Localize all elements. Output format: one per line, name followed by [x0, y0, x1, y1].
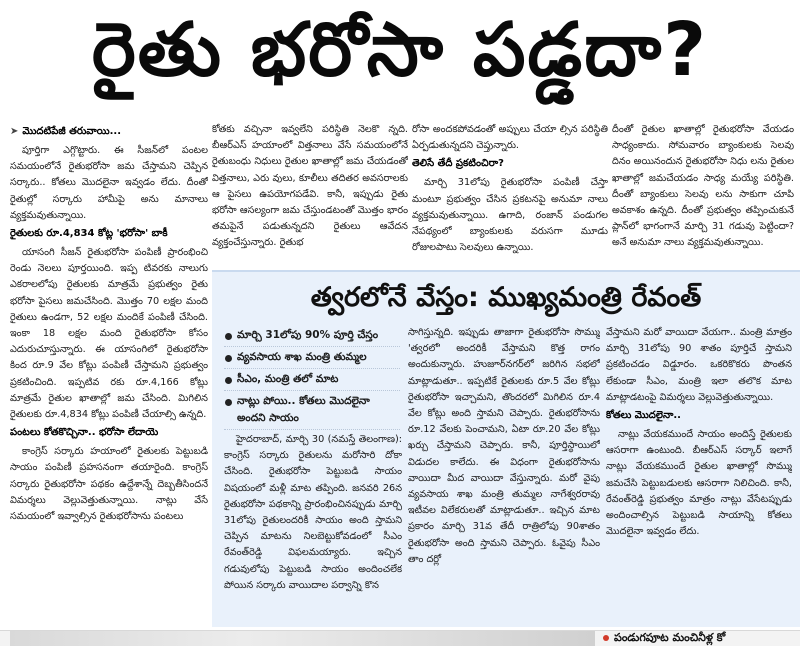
box-column-3: [606, 325, 792, 625]
paragraph: నాట్లు వేయకముందే సాయం అందిస్తే రైతులకు ఆసరాగా ఉంటుంది. బీఆర్ఎస్ సర్కార్ ఇలాగే నాట్లు వేయకముందే రైతుల ఖాతాల్లో సొమ్ము జమచేసి పెట్టుబడులకు ఆసరాగా నిలిచింది. కానీ, రేవంత్‌రెడ్డి ప్రభుత్వం మాత్రం నాట్లు వేసేటప్పుడు అందించాల్సిన పెట్టుబడి సాయాన్ని కోతలు మొదలైనా ఇవ్వడం లేదు.: [606, 429, 792, 538]
bullet-item: మార్చి 31లోపు 90% పూర్తి చేస్తం: [224, 325, 400, 347]
continuation-label: ➤ మొదటిపేజీ తరువాయి...: [10, 126, 122, 137]
paragraph: కాంగ్రెస్ సర్కారు హయాంలో రైతులకు పెట్టుబడి సాయం పంపిణీ ప్రహసనంగా తయారైంది. కాంగ్రెస్ సర్కారు రైతుభరోసా పథకం ఉద్దేశాన్నే దెబ్బతీసిందనే విమర్శలు వెల్లువెత్తుతున్నాయి. నాట్లు వేసే సమయంలో ఇవ్వాల్సిన రైతుభరోసాను పంటలు: [10, 446, 208, 523]
subheading: పంటలు కోతకొచ్చినా.. భరోసా లేదాయె: [10, 427, 159, 439]
paragraph: రోసా అందకపోవడంతో అప్పులు చేయా ల్సిన పరిస్థితి ఏర్పడుతున్నదని చెప్తున్నారు.: [412, 124, 608, 152]
paragraph: కోతకు వచ్చినా ఇవ్వలేని పరిస్థితి నెలకొ న్నది. బీఆర్ఎస్ హయాంలో విత్తనాలు వేసే సమయంలోనే రైతుబంధు నిధులు రైతుల ఖాతాల్లో జమ చేయడంతో విత్తనాలు, ఎరు వులు, కూలీలు తదితర అవసరాలకు ఆ పైసలు ఉపయోగపడేవి. కానీ, ఇప్పుడు రైతు భరోసా ఆసల్యంగా జమ చేస్తుండటంతో మొత్తం భారం తమపైనే పడుతున్నదని రైతులు ఆవేదన వ్యక్తంచేస్తున్నారు. రైతుభ: [212, 124, 408, 249]
box-column-2: [408, 325, 600, 625]
paragraph: సాగిస్తున్నది. ఇప్పుడు తాజాగా రైతుభరోసా సొమ్ము 'త్వరలో' అందరికీ వేస్తామని కొత్త రాగం అందుకున్నారు. హుజూర్‌నగర్‌లో జరిగిన సభలో మాట్లాడుతూ.. ఇప్పటికే రైతులకు రూ.5 వేల కోట్లు రైతుభరోసా ఇచ్చామని, తొందరలో మిగిలిన రూ.4 వేల కోట్లు అంది స్తామని చెప్పారు. రైతుభరోసాను రూ.12 వేలకు పెంచామని, ఏటా రూ.20 వేల కోట్లు ఖర్చు చేస్తామని చెప్పారు. కానీ, పూర్తిస్థాయిలో విడుదల కాలేదు. ఈ విధంగా రైతుభరోసాను వాయిదా మీద వాయిదా వేస్తున్నారు. మరో వైపు వ్యవసాయ శాఖ మంత్రి తుమ్మల నాగేశ్వరరావు ఇటీవల విలేకరులతో మాట్లాడుతూ.. ఇచ్చిన మాట ప్రకారం మార్చి 31వ తేదీ రాత్రిలోపు 90శాతం రైతుభరోసా అంది స్తామని చెప్పారు. ఓవైపు సీఎం తాం దర్లో: [408, 327, 600, 565]
highlight-bullets: [224, 325, 400, 430]
next-article-image: [10, 631, 595, 646]
bullet-item: వ్యవసాయ శాఖ మంత్రి తుమ్మల: [224, 347, 400, 369]
paragraph: దీంతో రైతుల ఖాతాల్లో రైతుభరోసా వేయడం సాధ్యంకాదు. సోమవారం బ్యాంకులకు సెలవు దినం అయినందున రైతుభరోసా నిధు లను రైతుల ఖాతాల్లో జమచేయడం సాధ్య మయ్యే పరిస్థితి. దీంతో బ్యాంకులు సెలవు లను సాకుగా చూపి అవకాశం ఉన్నది. దీంతో ప్రభుత్వం తప్పించుకునే ప్లాన్‌లో భాగంగానే మార్చి 31 గడువు పెట్టిందా? అనే అనుమా నాలు వ్యక్తమవుతున్నాయి.: [612, 124, 794, 249]
box-title: త్వరలోనే వేస్తం: ముఖ్యమంత్రి రేవంత్: [310, 282, 702, 313]
bullet-item: సీఎం, మంత్రి తలో మాట: [224, 369, 400, 391]
paragraph: హైదరాబాద్, మార్చి 30 (నమస్తే తెలంగాణ): కాంగ్రెస్ సర్కారు రైతులను మరోసారి దోకా చేసింది. రైతుభరోసా పెట్టుబడి సాయం విషయంలో మళ్లీ మాట తప్పింది. జనవరి 26న రైతుభరోసా పథకాన్ని ప్రారంభించినప్పుడు మార్చి 31లోపు రైతులందరికీ సాయం అంది స్తామని చెప్పిన మాటను నిలబెట్టుకోవడంలో సీఎం రేవంత్‌రెడ్డి విఫలమయ్యారు. ఇచ్చిన గడువులోపు పెట్టుబడి సాయం అందించలేక పోయిన సర్కారు వాయిదాల పర్వాన్ని కొన: [224, 434, 402, 591]
paragraph: యాసంగి సీజన్ రైతుభరోసా పంపిణీ ప్రారంభించి రెండు నెలలు పూర్తయింది. ఇప్ప టివరకు నాలుగు ఎకరాలలోపు రైతులకు మాత్రమే ప్రభుత్వం రైతు భరోసా పైసలు జమచేసింది. మొత్తం 70 లక్షల మంది రైతులు ఉండగా, 52 లక్షల మందికే పంపిణీ చేసింది. ఇంకా 18 లక్షల మంది రైతుభరోసా కోసం ఎదురుచూస్తున్నారు. ఈ యాసంగిలో రైతుభరోసా కింద రూ.9 వేల కోట్లు పంపిణీ చేస్తామని ప్రభుత్వం ప్రకటించింది. ఇప్పటివ రకు రూ.4,166 కోట్లు మాత్రమే రైతుల ఖాతాల్లో జమ చేసింది. మిగిలిన రైతులకు రూ.4,834 కోట్లు పంపిణీ చేయాల్సి ఉన్నది.: [10, 247, 208, 421]
arrow-icon: ➤: [10, 126, 19, 137]
paragraph: వేస్తామని మరో వాయిదా వేయగా.. మంత్రి మాత్రం మార్చి 31లోపు 90 శాతం పూర్తిచే స్తామని ప్రకటించడం విడ్డూరం. ఒకరికొకరు పొంతన లేకుండా సీఎం, మంత్రి ఇలా తలొక మాట మాట్లాడటంపై విమర్శలు వెల్లువెత్తుతున్నాయి.: [606, 327, 792, 403]
paragraph: మార్చి 31లోపు రైతుభరోసా పంపిణీ చేస్తా మంటూ ప్రభుత్వం చేసిన ప్రకటనపై అనుమా నాలు వ్యక్తమవుతున్నాయి. ఉగాది, రంజాన్ పండుగల నేపథ్యంలో బ్యాంకులకు వరుసగా మూడు రోజులపాటు సెలవులు ఉన్నాయి.: [412, 177, 608, 254]
box-column-1: [224, 432, 402, 622]
next-article-teaser: పండుగపూట మంచినీళ్ల కో: [600, 630, 800, 646]
bullet-item: నాట్లు పోయి.. కోతలు మొదలైనా అందని సాయం: [224, 391, 400, 430]
article-column-1: [10, 122, 208, 627]
subheading: కోతలు మొదలైనా..: [606, 410, 681, 422]
article-column-4: [612, 122, 794, 264]
article-column-3: [412, 122, 608, 264]
cm-statement-box: [212, 270, 800, 627]
article-column-2: [212, 122, 408, 264]
headline: రైతు భరోసా పడ్డదా?: [91, 7, 709, 93]
subheading: తెలిసే తేదీ ప్రకటించిరా?: [412, 158, 504, 170]
paragraph: పూర్తిగా ఎగ్గొట్టారు. ఈ సీజన్‌లో పంటల సమయంలోనే రైతుభరోసా జమ చేస్తామని చెప్పిన సర్కారు.. కోతలు మొదలైనా ఇవ్వడం లేదు. దీంతో రైతుల్లో సర్కారు హామీపై అను మానాలు వ్యక్తమవుతున్నాయి.: [10, 145, 208, 221]
subheading: రైతులకు రూ.4,834 కోట్ల 'భరోసా' బాకీ: [10, 228, 168, 240]
